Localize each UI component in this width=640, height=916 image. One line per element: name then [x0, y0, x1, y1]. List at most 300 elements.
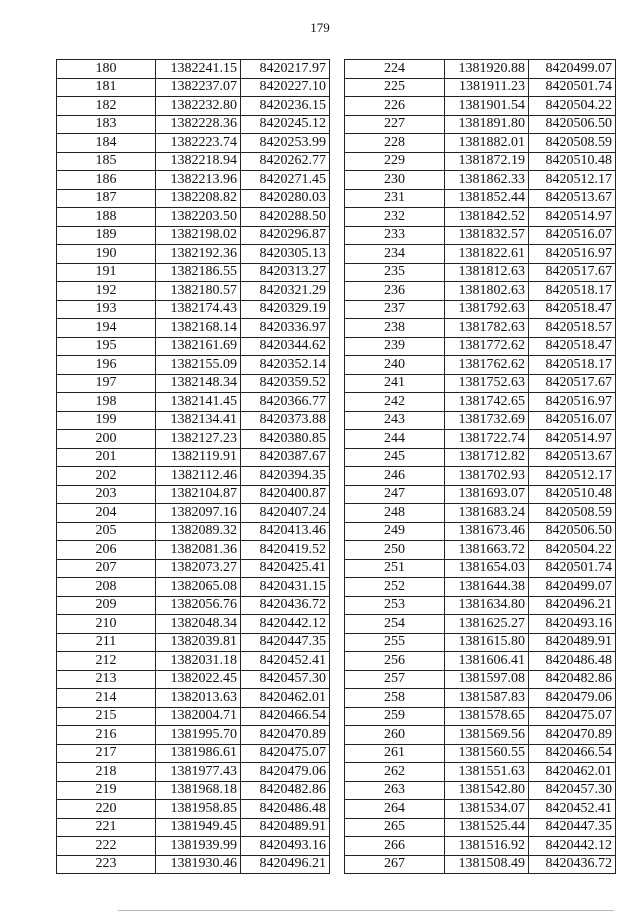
point-number-cell: 185	[57, 152, 156, 171]
coordinate-y-cell: 8420499.07	[529, 578, 616, 597]
coordinate-x-cell: 1381534.07	[445, 800, 529, 819]
coordinate-x-cell: 1381597.08	[445, 670, 529, 689]
point-number-cell: 184	[57, 134, 156, 153]
coordinate-x-cell: 1381712.82	[445, 448, 529, 467]
table-row	[57, 522, 330, 541]
point-number-cell: 221	[57, 818, 156, 837]
coordinate-y-cell: 8420504.22	[529, 97, 616, 116]
table-row	[345, 744, 616, 763]
page-number: 179	[310, 20, 330, 35]
table-row	[345, 818, 616, 837]
coordinate-x-cell: 1382004.71	[156, 707, 241, 726]
coordinate-y-cell: 8420486.48	[241, 800, 330, 819]
coordinate-y-cell: 8420373.88	[241, 411, 330, 430]
point-number-cell: 205	[57, 522, 156, 541]
coordinate-y-cell: 8420442.12	[529, 837, 616, 856]
coordinate-x-cell: 1382232.80	[156, 97, 241, 116]
table-row	[345, 208, 616, 227]
coordinate-y-cell: 8420514.97	[529, 208, 616, 227]
coordinate-x-cell: 1382180.57	[156, 282, 241, 301]
point-number-cell: 237	[345, 300, 445, 319]
point-number-cell: 209	[57, 596, 156, 615]
coordinate-y-cell: 8420506.50	[529, 522, 616, 541]
table-row	[57, 763, 330, 782]
table-row	[345, 541, 616, 560]
point-number-cell: 231	[345, 189, 445, 208]
table-row	[345, 152, 616, 171]
coordinate-x-cell: 1381516.92	[445, 837, 529, 856]
coordinate-x-cell: 1382127.23	[156, 430, 241, 449]
coordinate-x-cell: 1381882.01	[445, 134, 529, 153]
point-number-cell: 219	[57, 781, 156, 800]
coordinate-x-cell: 1382148.34	[156, 374, 241, 393]
table-row	[57, 707, 330, 726]
point-number-cell: 216	[57, 726, 156, 745]
table-row	[57, 670, 330, 689]
coordinate-y-cell: 8420510.48	[529, 152, 616, 171]
point-number-cell: 258	[345, 689, 445, 708]
point-number-cell: 262	[345, 763, 445, 782]
coordinate-y-cell: 8420510.48	[529, 485, 616, 504]
table-row	[345, 633, 616, 652]
point-number-cell: 253	[345, 596, 445, 615]
coordinate-x-cell: 1382056.76	[156, 596, 241, 615]
coordinate-y-cell: 8420508.59	[529, 504, 616, 523]
table-row	[57, 578, 330, 597]
coordinate-x-cell: 1381872.19	[445, 152, 529, 171]
coordinate-y-cell: 8420518.47	[529, 300, 616, 319]
table-row	[345, 726, 616, 745]
table-row	[57, 300, 330, 319]
table-row	[57, 781, 330, 800]
point-number-cell: 215	[57, 707, 156, 726]
coordinate-x-cell: 1382186.55	[156, 263, 241, 282]
table-row	[345, 115, 616, 134]
point-number-cell: 246	[345, 467, 445, 486]
coordinate-x-cell: 1381822.61	[445, 245, 529, 264]
coordinates-table-left	[56, 59, 330, 874]
table-row	[345, 578, 616, 597]
point-number-cell: 203	[57, 485, 156, 504]
coordinate-y-cell: 8420470.89	[241, 726, 330, 745]
coordinate-x-cell: 1382155.09	[156, 356, 241, 375]
point-number-cell: 226	[345, 97, 445, 116]
coordinate-x-cell: 1381802.63	[445, 282, 529, 301]
table-row	[345, 800, 616, 819]
table-row	[345, 504, 616, 523]
table-row	[57, 411, 330, 430]
coordinate-y-cell: 8420457.30	[529, 781, 616, 800]
coordinate-x-cell: 1382141.45	[156, 393, 241, 412]
coordinate-x-cell: 1382161.69	[156, 337, 241, 356]
coordinate-y-cell: 8420518.17	[529, 282, 616, 301]
point-number-cell: 199	[57, 411, 156, 430]
coordinate-x-cell: 1381722.74	[445, 430, 529, 449]
coordinate-x-cell: 1382228.36	[156, 115, 241, 134]
coordinate-x-cell: 1382213.96	[156, 171, 241, 190]
coordinate-y-cell: 8420336.97	[241, 319, 330, 338]
coordinate-x-cell: 1381939.99	[156, 837, 241, 856]
table-row	[345, 781, 616, 800]
coordinate-y-cell: 8420504.22	[529, 541, 616, 560]
coordinate-y-cell: 8420425.41	[241, 559, 330, 578]
table-row	[57, 448, 330, 467]
table-row	[345, 467, 616, 486]
point-number-cell: 244	[345, 430, 445, 449]
coordinate-x-cell: 1381832.57	[445, 226, 529, 245]
table-row	[345, 448, 616, 467]
point-number-cell: 254	[345, 615, 445, 634]
point-number-cell: 235	[345, 263, 445, 282]
table-row	[57, 263, 330, 282]
coordinate-y-cell: 8420493.16	[241, 837, 330, 856]
coordinate-y-cell: 8420380.85	[241, 430, 330, 449]
point-number-cell: 265	[345, 818, 445, 837]
point-number-cell: 257	[345, 670, 445, 689]
point-number-cell: 239	[345, 337, 445, 356]
coordinate-x-cell: 1382097.16	[156, 504, 241, 523]
coordinate-y-cell: 8420400.87	[241, 485, 330, 504]
point-number-cell: 252	[345, 578, 445, 597]
table-row	[57, 818, 330, 837]
table-row	[57, 393, 330, 412]
coordinate-y-cell: 8420518.47	[529, 337, 616, 356]
coordinate-y-cell: 8420516.97	[529, 245, 616, 264]
point-number-cell: 242	[345, 393, 445, 412]
point-number-cell: 248	[345, 504, 445, 523]
coordinate-x-cell: 1382218.94	[156, 152, 241, 171]
coordinate-y-cell: 8420508.59	[529, 134, 616, 153]
table-row	[345, 707, 616, 726]
table-row	[345, 522, 616, 541]
table-row	[345, 837, 616, 856]
point-number-cell: 222	[57, 837, 156, 856]
coordinate-x-cell: 1381525.44	[445, 818, 529, 837]
point-number-cell: 193	[57, 300, 156, 319]
coordinate-y-cell: 8420253.99	[241, 134, 330, 153]
coordinate-x-cell: 1382134.41	[156, 411, 241, 430]
point-number-cell: 247	[345, 485, 445, 504]
point-number-cell: 214	[57, 689, 156, 708]
point-number-cell: 250	[345, 541, 445, 560]
coordinate-x-cell: 1381654.03	[445, 559, 529, 578]
coordinate-y-cell: 8420513.67	[529, 189, 616, 208]
coordinate-x-cell: 1381673.46	[445, 522, 529, 541]
point-number-cell: 197	[57, 374, 156, 393]
point-number-cell: 230	[345, 171, 445, 190]
coordinate-y-cell: 8420359.52	[241, 374, 330, 393]
table-row	[57, 245, 330, 264]
point-number-cell: 261	[345, 744, 445, 763]
coordinate-y-cell: 8420514.97	[529, 430, 616, 449]
table-row	[57, 208, 330, 227]
coordinate-y-cell: 8420442.12	[241, 615, 330, 634]
point-number-cell: 232	[345, 208, 445, 227]
table-row	[57, 430, 330, 449]
point-number-cell: 251	[345, 559, 445, 578]
coordinate-y-cell: 8420407.24	[241, 504, 330, 523]
table-row	[57, 744, 330, 763]
point-number-cell: 267	[345, 855, 445, 874]
table-row	[57, 337, 330, 356]
point-number-cell: 249	[345, 522, 445, 541]
coordinate-y-cell: 8420496.21	[529, 596, 616, 615]
point-number-cell: 240	[345, 356, 445, 375]
table-row	[57, 134, 330, 153]
coordinate-x-cell: 1381702.93	[445, 467, 529, 486]
coordinate-y-cell: 8420217.97	[241, 60, 330, 79]
point-number-cell: 259	[345, 707, 445, 726]
coordinate-y-cell: 8420516.07	[529, 226, 616, 245]
point-number-cell: 264	[345, 800, 445, 819]
coordinate-x-cell: 1382112.46	[156, 467, 241, 486]
coordinate-y-cell: 8420475.07	[529, 707, 616, 726]
coordinate-x-cell: 1381911.23	[445, 78, 529, 97]
table-row	[345, 430, 616, 449]
coordinate-y-cell: 8420436.72	[241, 596, 330, 615]
point-number-cell: 260	[345, 726, 445, 745]
coordinate-x-cell: 1382198.02	[156, 226, 241, 245]
coordinate-x-cell: 1382168.14	[156, 319, 241, 338]
coordinate-y-cell: 8420447.35	[241, 633, 330, 652]
point-number-cell: 182	[57, 97, 156, 116]
coordinate-y-cell: 8420419.52	[241, 541, 330, 560]
point-number-cell: 202	[57, 467, 156, 486]
coordinate-x-cell: 1382237.07	[156, 78, 241, 97]
coordinate-x-cell: 1381634.80	[445, 596, 529, 615]
coordinate-y-cell: 8420489.91	[241, 818, 330, 837]
coordinate-x-cell: 1382031.18	[156, 652, 241, 671]
coordinate-y-cell: 8420462.01	[529, 763, 616, 782]
point-number-cell: 183	[57, 115, 156, 134]
table-row	[345, 670, 616, 689]
table-row	[57, 97, 330, 116]
point-number-cell: 196	[57, 356, 156, 375]
coordinate-y-cell: 8420436.72	[529, 855, 616, 874]
coordinate-x-cell: 1381560.55	[445, 744, 529, 763]
coordinate-x-cell: 1381683.24	[445, 504, 529, 523]
coordinate-x-cell: 1381569.56	[445, 726, 529, 745]
coordinate-y-cell: 8420513.67	[529, 448, 616, 467]
point-number-cell: 228	[345, 134, 445, 153]
table-row	[345, 134, 616, 153]
coordinate-x-cell: 1381968.18	[156, 781, 241, 800]
point-number-cell: 212	[57, 652, 156, 671]
coordinate-x-cell: 1382203.50	[156, 208, 241, 227]
coordinate-y-cell: 8420387.67	[241, 448, 330, 467]
point-number-cell: 200	[57, 430, 156, 449]
coordinate-x-cell: 1382192.36	[156, 245, 241, 264]
coordinate-y-cell: 8420512.17	[529, 467, 616, 486]
table-row	[345, 337, 616, 356]
coordinate-y-cell: 8420413.46	[241, 522, 330, 541]
coordinate-y-cell: 8420499.07	[529, 60, 616, 79]
table-row	[345, 282, 616, 301]
coordinate-y-cell: 8420466.54	[241, 707, 330, 726]
coordinate-x-cell: 1381644.38	[445, 578, 529, 597]
coordinate-x-cell: 1382089.32	[156, 522, 241, 541]
table-row	[345, 245, 616, 264]
coordinate-x-cell: 1381977.43	[156, 763, 241, 782]
point-number-cell: 189	[57, 226, 156, 245]
table-row	[57, 559, 330, 578]
coordinate-y-cell: 8420352.14	[241, 356, 330, 375]
coordinate-y-cell: 8420516.97	[529, 393, 616, 412]
point-number-cell: 223	[57, 855, 156, 874]
coordinate-x-cell: 1381852.44	[445, 189, 529, 208]
coordinate-y-cell: 8420479.06	[529, 689, 616, 708]
point-number-cell: 241	[345, 374, 445, 393]
point-number-cell: 195	[57, 337, 156, 356]
table-row	[57, 226, 330, 245]
table-row	[57, 615, 330, 634]
coordinate-y-cell: 8420482.86	[241, 781, 330, 800]
coordinate-x-cell: 1382065.08	[156, 578, 241, 597]
point-number-cell: 266	[345, 837, 445, 856]
coordinate-y-cell: 8420236.15	[241, 97, 330, 116]
coordinate-x-cell: 1381812.63	[445, 263, 529, 282]
point-number-cell: 227	[345, 115, 445, 134]
coordinate-y-cell: 8420462.01	[241, 689, 330, 708]
coordinate-y-cell: 8420486.48	[529, 652, 616, 671]
table-row	[57, 152, 330, 171]
coordinate-y-cell: 8420366.77	[241, 393, 330, 412]
table-row	[345, 763, 616, 782]
coordinate-x-cell: 1381693.07	[445, 485, 529, 504]
coordinate-y-cell: 8420512.17	[529, 171, 616, 190]
point-number-cell: 210	[57, 615, 156, 634]
coordinate-y-cell: 8420262.77	[241, 152, 330, 171]
table-row	[345, 319, 616, 338]
coordinate-x-cell: 1381663.72	[445, 541, 529, 560]
coordinate-x-cell: 1381842.52	[445, 208, 529, 227]
table-row	[345, 596, 616, 615]
table-row	[57, 356, 330, 375]
coordinate-x-cell: 1382241.15	[156, 60, 241, 79]
table-row	[57, 855, 330, 874]
coordinate-y-cell: 8420296.87	[241, 226, 330, 245]
point-number-cell: 256	[345, 652, 445, 671]
coordinate-x-cell: 1381587.83	[445, 689, 529, 708]
table-row	[345, 189, 616, 208]
point-number-cell: 255	[345, 633, 445, 652]
table-row	[345, 356, 616, 375]
coordinate-y-cell: 8420344.62	[241, 337, 330, 356]
table-row	[345, 652, 616, 671]
coordinate-x-cell: 1381742.65	[445, 393, 529, 412]
point-number-cell: 218	[57, 763, 156, 782]
coordinate-y-cell: 8420475.07	[241, 744, 330, 763]
point-number-cell: 213	[57, 670, 156, 689]
coordinate-x-cell: 1381958.85	[156, 800, 241, 819]
coordinate-y-cell: 8420452.41	[241, 652, 330, 671]
coordinate-y-cell: 8420321.29	[241, 282, 330, 301]
point-number-cell: 188	[57, 208, 156, 227]
coordinate-x-cell: 1381508.49	[445, 855, 529, 874]
point-number-cell: 208	[57, 578, 156, 597]
table-row	[57, 837, 330, 856]
point-number-cell: 236	[345, 282, 445, 301]
point-number-cell: 225	[345, 78, 445, 97]
coordinate-y-cell: 8420245.12	[241, 115, 330, 134]
table-row	[57, 633, 330, 652]
point-number-cell: 180	[57, 60, 156, 79]
table-row	[345, 78, 616, 97]
table-row	[345, 615, 616, 634]
coordinate-x-cell: 1382081.36	[156, 541, 241, 560]
coordinate-y-cell: 8420493.16	[529, 615, 616, 634]
coordinate-y-cell: 8420280.03	[241, 189, 330, 208]
coordinate-x-cell: 1381792.63	[445, 300, 529, 319]
coordinate-x-cell: 1381551.63	[445, 763, 529, 782]
table-row	[57, 726, 330, 745]
coordinate-y-cell: 8420518.57	[529, 319, 616, 338]
coordinate-x-cell: 1381732.69	[445, 411, 529, 430]
table-row	[345, 263, 616, 282]
table-row	[57, 652, 330, 671]
table-row	[345, 689, 616, 708]
coordinate-x-cell: 1381772.62	[445, 337, 529, 356]
point-number-cell: 263	[345, 781, 445, 800]
point-number-cell: 194	[57, 319, 156, 338]
point-number-cell: 243	[345, 411, 445, 430]
point-number-cell: 206	[57, 541, 156, 560]
coordinate-y-cell: 8420482.86	[529, 670, 616, 689]
point-number-cell: 198	[57, 393, 156, 412]
point-number-cell: 204	[57, 504, 156, 523]
table-row	[57, 189, 330, 208]
coordinate-y-cell: 8420466.54	[529, 744, 616, 763]
bottom-rule	[118, 910, 614, 911]
coordinate-x-cell: 1382223.74	[156, 134, 241, 153]
table-row	[57, 689, 330, 708]
table-row	[57, 485, 330, 504]
coordinate-x-cell: 1381986.61	[156, 744, 241, 763]
coordinate-x-cell: 1381920.88	[445, 60, 529, 79]
coordinate-x-cell: 1381995.70	[156, 726, 241, 745]
coordinate-y-cell: 8420329.19	[241, 300, 330, 319]
coordinate-y-cell: 8420447.35	[529, 818, 616, 837]
table-row	[57, 282, 330, 301]
point-number-cell: 186	[57, 171, 156, 190]
coordinate-y-cell: 8420394.35	[241, 467, 330, 486]
table-row	[345, 97, 616, 116]
coordinate-y-cell: 8420518.17	[529, 356, 616, 375]
coordinate-y-cell: 8420496.21	[241, 855, 330, 874]
point-number-cell: 238	[345, 319, 445, 338]
coordinate-y-cell: 8420517.67	[529, 374, 616, 393]
coordinate-y-cell: 8420313.27	[241, 263, 330, 282]
coordinate-y-cell: 8420501.74	[529, 559, 616, 578]
coordinate-y-cell: 8420288.50	[241, 208, 330, 227]
coordinate-y-cell: 8420305.13	[241, 245, 330, 264]
point-number-cell: 187	[57, 189, 156, 208]
table-row	[345, 300, 616, 319]
table-row	[57, 504, 330, 523]
coordinate-y-cell: 8420431.15	[241, 578, 330, 597]
table-row	[345, 559, 616, 578]
table-row	[57, 596, 330, 615]
coordinate-x-cell: 1381578.65	[445, 707, 529, 726]
point-number-cell: 207	[57, 559, 156, 578]
table-row	[57, 115, 330, 134]
coordinate-x-cell: 1382022.45	[156, 670, 241, 689]
coordinate-x-cell: 1382013.63	[156, 689, 241, 708]
point-number-cell: 245	[345, 448, 445, 467]
table-row	[345, 411, 616, 430]
point-number-cell: 192	[57, 282, 156, 301]
coordinate-y-cell: 8420457.30	[241, 670, 330, 689]
